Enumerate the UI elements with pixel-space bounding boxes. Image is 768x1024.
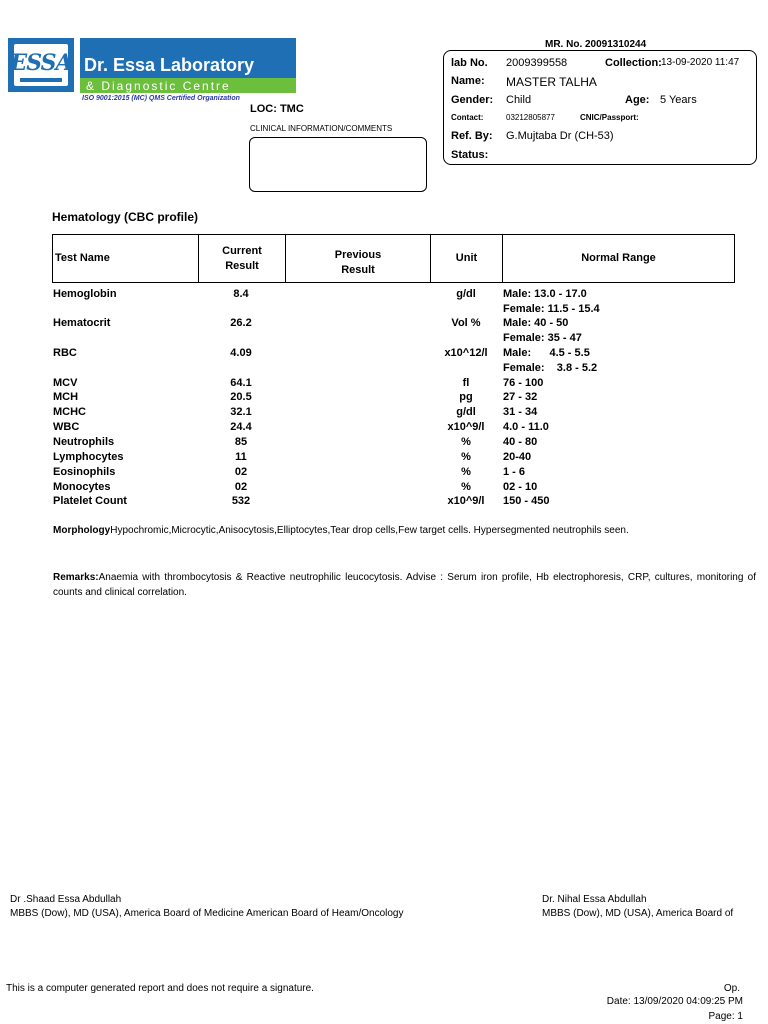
table-row (0, 317, 768, 332)
contact-label: Contact: (451, 113, 484, 122)
contact-value: 03212805877 (506, 113, 555, 122)
current-result: 20.5 (230, 391, 252, 403)
lab-logo-mark (8, 38, 74, 92)
normal-range: 27 - 32 (503, 391, 538, 403)
header-unit: Unit (431, 235, 503, 282)
gender-label: Gender: (451, 94, 494, 106)
header-previous-result: Previous Result (286, 235, 431, 282)
normal-range: 40 - 80 (503, 436, 538, 448)
ref-value: G.Mujtaba Dr (CH-53) (506, 130, 614, 142)
footer-op: Op. (723, 983, 740, 994)
gender-value: Child (506, 94, 532, 106)
cnic-label: CNIC/Passport: (580, 113, 639, 122)
morphology (53, 525, 629, 536)
table-row (0, 436, 768, 451)
normal-range: Female: 35 - 47 (503, 332, 582, 344)
unit: x10^12/l (444, 347, 488, 359)
current-result: 532 (231, 495, 251, 507)
footer-disclaimer: This is a computer generated report and does not require a signature. (6, 983, 314, 994)
logo-mark-text: ESSA (10, 50, 72, 76)
current-result: 32.1 (230, 406, 252, 418)
normal-range: Female: 11.5 - 15.4 (503, 303, 600, 315)
normal-range: Male: 40 - 50 (503, 317, 569, 329)
signatory-2-name: Dr. Nihal Essa Abdullah (542, 894, 647, 905)
unit: Vol % (451, 317, 481, 329)
table-row (0, 377, 768, 392)
footer-date: Date: 13/09/2020 04:09:25 PM (606, 996, 743, 1007)
morphology-text: Hypochromic,Microcytic,Anisocytosis,Elliptocytes,Tear drop cells,Few target cells. Hypersegmented neutrophils seen. (110, 525, 629, 536)
collection-value: 13-09-2020 11:47 (661, 57, 740, 68)
table-row (0, 362, 768, 377)
age-label: Age: (625, 94, 650, 106)
unit: fl (462, 377, 470, 389)
test-name: MCH (53, 391, 79, 403)
table-row (0, 303, 768, 318)
unit: % (461, 481, 471, 493)
results-table-header (52, 234, 735, 283)
ref-label: Ref. By: (451, 130, 493, 142)
normal-range: Male: 4.5 - 5.5 (503, 347, 590, 359)
signatory-1-qualifications: MBBS (Dow), MD (USA), America Board of Medicine American Board of Heam/Oncology (10, 908, 404, 919)
table-row (0, 391, 768, 406)
normal-range: 4.0 - 11.0 (503, 421, 549, 433)
current-result: 8.4 (233, 288, 249, 300)
remarks (53, 570, 756, 600)
normal-range: Male: 13.0 - 17.0 (503, 288, 587, 300)
location: LOC: TMC (250, 103, 304, 115)
normal-range: 02 - 10 (503, 481, 538, 493)
mr-number: MR. No. 20091310244 (545, 39, 647, 50)
table-row (0, 466, 768, 481)
table-row (0, 481, 768, 496)
test-name: Hematocrit (53, 317, 111, 329)
unit: pg (459, 391, 473, 403)
current-result: 02 (234, 481, 248, 493)
test-name: MCHC (53, 406, 86, 418)
test-name: RBC (53, 347, 77, 359)
footer-page: Page: 1 (708, 1011, 743, 1022)
remarks-text: Anaemia with thrombocytosis & Reactive neutrophilic leucocytosis. Advise : Serum iron profile, Hb electrophoresis, CRP, cultures, monitoring of counts and clinical correlation. (53, 572, 756, 598)
lab-subtitle: & Diagnostic Centre (86, 79, 231, 93)
test-name: Lymphocytes (53, 451, 124, 463)
normal-range: Female: 3.8 - 5.2 (503, 362, 598, 374)
lab-no-label: lab No. (451, 57, 488, 69)
normal-range: 150 - 450 (503, 495, 550, 507)
header-normal-range: Normal Range (581, 252, 656, 264)
unit: x10^9/l (447, 421, 485, 433)
test-name: MCV (53, 377, 78, 389)
iso-certification: ISO 9001:2015 (MC) QMS Certified Organization (82, 95, 240, 102)
unit: g/dl (456, 288, 476, 300)
test-name: WBC (53, 421, 80, 433)
test-name: Eosinophils (53, 466, 116, 478)
table-row (0, 406, 768, 421)
section-title: Hematology (CBC profile) (52, 210, 199, 224)
table-row (0, 495, 768, 510)
current-result: 4.09 (230, 347, 252, 359)
signatory-2-qualifications: MBBS (Dow), MD (USA), America Board of (542, 908, 734, 919)
unit: x10^9/l (447, 495, 485, 507)
test-name: Monocytes (53, 481, 111, 493)
test-name: Neutrophils (53, 436, 115, 448)
name-value: MASTER TALHA (506, 75, 597, 89)
test-name: Platelet Count (53, 495, 127, 507)
normal-range: 20-40 (503, 451, 532, 463)
normal-range: 76 - 100 (503, 377, 544, 389)
age-value: 5 Years (660, 94, 697, 106)
collection-label: Collection: (605, 57, 662, 69)
clinical-info-label: CLINICAL INFORMATION/COMMENTS (250, 124, 393, 133)
morphology-label: Morphology (53, 525, 111, 536)
header-test-name: Test Name (53, 235, 199, 282)
table-row (0, 421, 768, 436)
unit: % (461, 451, 471, 463)
normal-range: 1 - 6 (503, 466, 526, 478)
normal-range: 31 - 34 (503, 406, 538, 418)
remarks-label: Remarks: (53, 572, 99, 583)
status-label: Status: (451, 149, 489, 161)
name-label: Name: (451, 75, 485, 87)
unit: % (461, 466, 471, 478)
current-result: 26.2 (230, 317, 252, 329)
unit: % (461, 436, 471, 448)
signatory-1-name: Dr .Shaad Essa Abdullah (10, 894, 122, 905)
lab-name: Dr. Essa Laboratory (84, 55, 255, 75)
current-result: 11 (235, 451, 247, 463)
table-row (0, 451, 768, 466)
lab-no-value: 2009399558 (506, 57, 568, 69)
current-result: 85 (234, 436, 248, 448)
clinical-info-box (249, 137, 427, 192)
table-row (0, 332, 768, 347)
table-row (0, 347, 768, 362)
header-current-result: Current Result (199, 235, 286, 282)
current-result: 24.4 (230, 421, 252, 433)
test-name: Hemoglobin (53, 288, 117, 300)
table-row (0, 288, 768, 303)
unit: g/dl (456, 406, 476, 418)
current-result: 64.1 (230, 377, 252, 389)
current-result: 02 (234, 466, 248, 478)
